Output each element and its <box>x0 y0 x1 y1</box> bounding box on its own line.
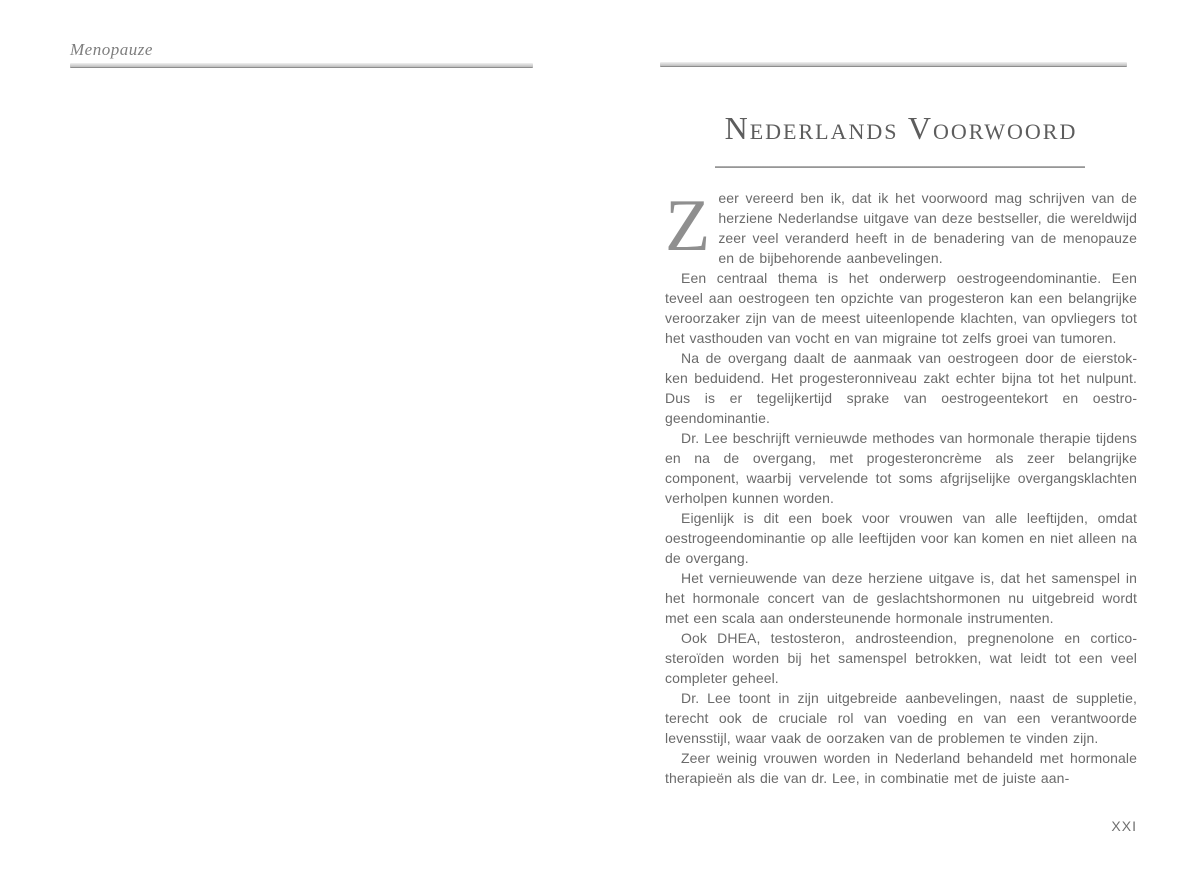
first-paragraph-text: eer vereerd ben ik, dat ik het voorwoord mag schrijven van de herziene Nederlandse uitgave van deze bestseller, die wereldwijd zeer veel veranderd heeft in de benadering van de menopauze en de bijbehorende aanbevelingen. <box>718 190 1137 266</box>
paragraph-vernieuwende-uitgave: Het vernieuwende van deze herziene uitgave is, dat het samenspel in het hormonale concert van de geslachtshormonen nu uitgebreid wordt met een scala aan ondersteunende hormonale instrumenten. <box>665 570 1137 626</box>
paragraph-boek-voor-vrouwen: Eigenlijk is dit een boek voor vrouwen van alle leeftijden, omdat oestrogeendominantie op alle leeftijden voor kan komen en niet alleen na de overgang. <box>665 510 1137 566</box>
paragraph-dhea-testosteron: Ook DHEA, testosteron, androsteendion, pregnenolone en corticosteroïden worden bij het samenspel betrokken, wat leidt tot een veel completer geheel. <box>665 630 1137 686</box>
foreword-body <box>665 185 1137 788</box>
paragraph-oestrogeendominantie: Een centraal thema is het onderwerp oestrogeendominantie. Een teveel aan oestrogeen ten opzichte van progesteron kan een belangrijke veroorzaker zijn van de meest uiteenlopende klachten, van opvliegers tot het vasthouden van vocht en van migraine tot zelfs groei van tumoren. <box>665 270 1137 346</box>
title-rule <box>715 166 1085 168</box>
page-number: XXI <box>1111 818 1137 834</box>
paragraph-dr-lee-aanbevelingen: Dr. Lee toont in zijn uitgebreide aanbevelingen, naast de suppletie, terecht ook de cruciale rol van voeding en van een verantwoorde levensstijl, waar vaak de oorzaken van de problemen te vinden zijn. <box>665 690 1137 746</box>
first-paragraph <box>665 185 1137 268</box>
left-page-header: Menopauze <box>70 40 153 59</box>
foreword-title: Nederlands Voorwoord <box>724 110 1078 146</box>
paragraph-overgang-daalt: Na de overgang daalt de aanmaak van oestrogeen door de eierstokken beduidend. Het progesteronniveau zakt echter bijna tot het nulpunt. Dus is er tegelijkertijd sprake van oestrogeentekort en oestrogeendominantie. <box>665 350 1137 426</box>
drop-cap: Z <box>665 185 711 267</box>
paragraph-weinig-vrouwen: Zeer weinig vrouwen worden in Nederland behandeld met hormonale therapieën als die van dr. Lee, in combinatie met de juiste aan- <box>665 750 1137 786</box>
right-header-rule <box>660 62 1127 67</box>
paragraph-dr-lee-methodes: Dr. Lee beschrijft vernieuwde methodes van hormonale therapie tijdens en na de overgang, met progesteroncrème als zeer belangrijke component, waarbij vervelende tot soms afgrijselijke overgangsklachten verholpen kunnen worden. <box>665 430 1137 506</box>
left-header-rule <box>70 63 533 68</box>
